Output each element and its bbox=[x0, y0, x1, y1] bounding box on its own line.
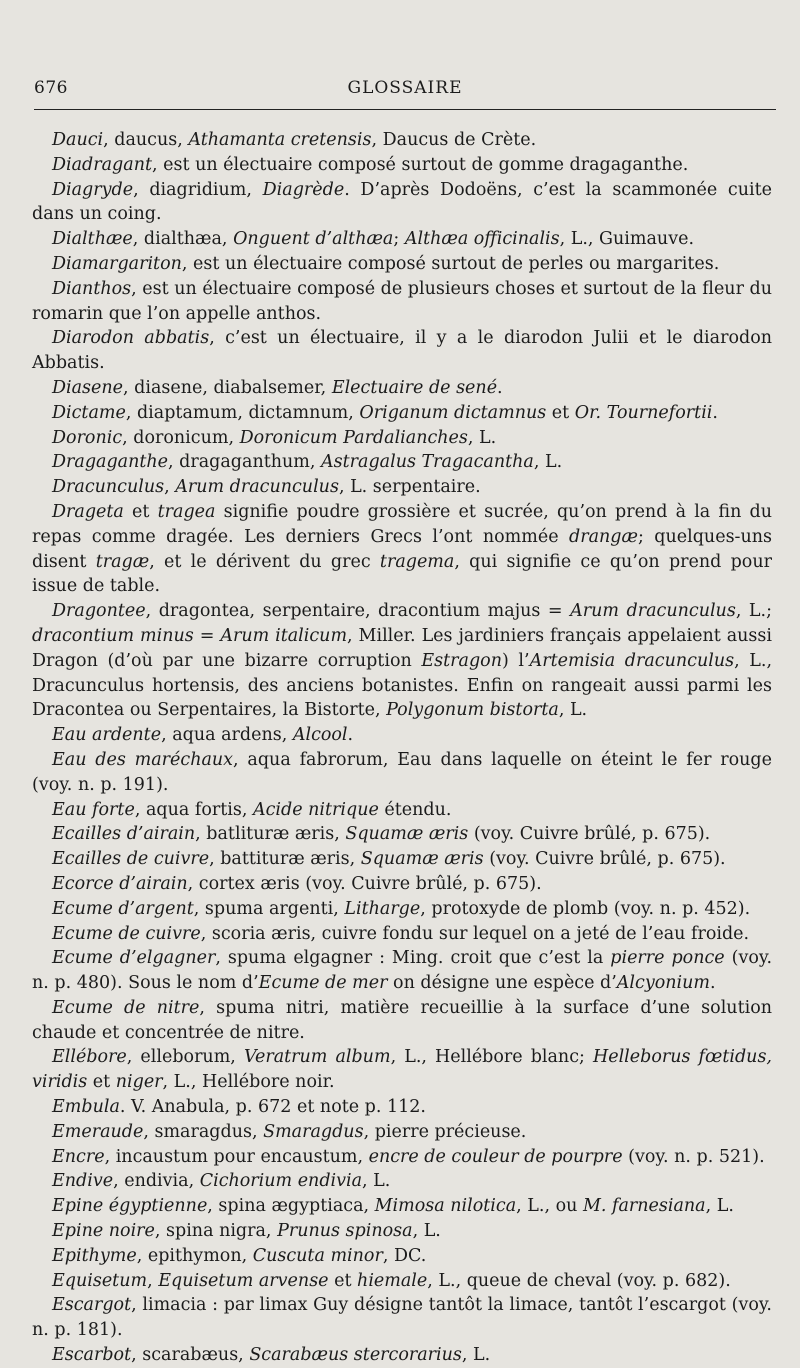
entry-text: , incaustum pour encaustum, bbox=[104, 1146, 369, 1167]
entry-term: Diasene bbox=[52, 377, 124, 398]
glossary-entry bbox=[32, 252, 772, 277]
entry-term: Ecailles de cuivre bbox=[52, 849, 210, 870]
entry-term: Dragaganthe bbox=[52, 452, 169, 473]
entry-italic-text: hiemale bbox=[357, 1270, 428, 1291]
entry-text: . bbox=[497, 377, 503, 398]
entry-text: , scarabæus, bbox=[131, 1345, 250, 1366]
glossary-entry bbox=[32, 946, 772, 996]
entry-text: , est un électuaire composé surtout de gomme dragaganthe. bbox=[152, 154, 689, 175]
entry-text: , Miller. Les jardiniers français appelaient aussi Dragon (d’où par une bizarre corruption bbox=[32, 625, 772, 671]
entry-text: , L., ou bbox=[516, 1196, 583, 1217]
entry-text: on désigne une espèce d’ bbox=[387, 973, 617, 994]
entry-italic-text: Origanum dictamnus bbox=[359, 402, 547, 423]
entry-text: , scoria æris, cuivre fondu sur lequel on a jeté de l’eau froide. bbox=[200, 923, 750, 944]
entry-text: , bbox=[147, 1270, 159, 1291]
entry-text: , smaragdus, bbox=[143, 1121, 264, 1142]
entry-italic-text: Arum italicum bbox=[220, 625, 348, 646]
entry-text: , qui signifie ce qu’on prend pour issue de table. bbox=[32, 551, 772, 597]
entry-term: Endive bbox=[52, 1171, 114, 1192]
entry-term: Ecume d’argent bbox=[52, 898, 194, 919]
entry-italic-text: drangæ bbox=[569, 526, 638, 547]
glossary-entry bbox=[32, 401, 772, 426]
entry-text: ; bbox=[393, 229, 405, 250]
entry-text: , spina ægyptiaca, bbox=[207, 1196, 375, 1217]
entry-text: , limacia : par limax Guy désigne tantôt la limace, tantôt l’escargot (voy. n. p. 181). bbox=[32, 1295, 772, 1341]
glossary-entry bbox=[32, 847, 772, 872]
entry-italic-text: Equisetum arvense bbox=[158, 1270, 329, 1291]
entry-italic-text: Cichorium endivia bbox=[199, 1171, 363, 1192]
entry-text: , pierre précieuse. bbox=[363, 1121, 527, 1142]
entry-text: (voy. Cuivre brûlé, p. 675). bbox=[468, 824, 711, 845]
glossary-entry bbox=[32, 1343, 772, 1368]
entry-term: Drageta bbox=[52, 501, 124, 522]
entry-text: . bbox=[710, 973, 716, 994]
entry-text: étendu. bbox=[378, 799, 452, 820]
glossary-entry bbox=[32, 922, 772, 947]
entry-italic-text: Athamanta cretensis bbox=[188, 130, 372, 150]
header-rule bbox=[34, 109, 776, 110]
entry-term: Dauci bbox=[52, 130, 104, 150]
glossary-entry bbox=[32, 599, 772, 723]
entry-italic-text: Helleborus fœtidus, viridis bbox=[32, 1047, 772, 1093]
entry-term: Emeraude bbox=[52, 1121, 144, 1142]
entry-text: ; quelques-uns disent bbox=[32, 526, 772, 572]
entry-text: , et le dérivent du grec bbox=[149, 551, 380, 572]
entry-text: , dialthæa, bbox=[132, 229, 234, 250]
glossary-entry bbox=[32, 1194, 772, 1219]
entry-text: , endivia, bbox=[113, 1171, 200, 1192]
entry-term: Embula bbox=[52, 1097, 120, 1118]
entry-text: , L., Hellébore blanc; bbox=[390, 1047, 593, 1068]
entry-italic-text: Alcyonium bbox=[616, 973, 710, 994]
entry-italic-text: Ecume de mer bbox=[258, 973, 388, 994]
glossary-entry bbox=[32, 1244, 772, 1269]
entry-text: . D’après Dodoëns, c’est la scammonée cuite dans un coing. bbox=[32, 179, 772, 225]
entry-text: , est un électuaire composé de plusieurs choses et surtout de la fleur du romarin que l’on appelle anthos. bbox=[32, 278, 772, 324]
entry-text: , spuma nitri, matière recueillie à la surface d’une solution chaude et concentrée de nitre. bbox=[32, 997, 773, 1043]
entry-term: Diagryde bbox=[52, 179, 134, 200]
entry-italic-text: niger bbox=[115, 1072, 163, 1093]
entry-text: , battituræ æris, bbox=[209, 849, 361, 870]
entry-text: signifie poudre grossière et sucrée, qu’on prend à la fin du repas comme dragée. Les derniers Grecs l’ont nommée bbox=[32, 501, 773, 547]
entry-text: , doronicum, bbox=[122, 427, 240, 448]
entry-italic-text: Althæa officinalis bbox=[404, 229, 560, 250]
entry-term: Ellébore bbox=[52, 1047, 127, 1068]
entry-term: Dialthæe bbox=[52, 229, 133, 250]
entry-italic-text: dracontium minus bbox=[32, 625, 194, 646]
glossary-entry bbox=[32, 376, 772, 401]
entry-italic-text: Electuaire de sené bbox=[331, 377, 498, 398]
entry-term: Dictame bbox=[52, 402, 126, 423]
entry-term: Encre bbox=[52, 1146, 105, 1167]
entry-italic-text: Onguent d’althæa bbox=[233, 229, 394, 250]
entry-text: , L. bbox=[533, 452, 563, 473]
entry-text: , L. bbox=[412, 1221, 441, 1242]
page-number: 676 bbox=[34, 78, 68, 98]
entry-term: Diadragant bbox=[52, 154, 153, 175]
entry-text: et bbox=[328, 1270, 358, 1291]
glossary-entry bbox=[32, 1169, 772, 1194]
entry-text: , spuma argenti, bbox=[193, 898, 345, 919]
entry-italic-text: Scarabæus stercorarius bbox=[249, 1345, 462, 1366]
entry-text: , L. serpentaire. bbox=[338, 477, 481, 498]
entry-text: , L., Dracunculus hortensis, des anciens botanistes. Enfin on rangeait aussi parmi les Dracontea ou Serpentaires, la Bistorte, bbox=[32, 650, 773, 721]
glossary-entry bbox=[32, 996, 772, 1046]
entry-term: Ecailles d’airain bbox=[52, 824, 196, 845]
entry-italic-text: Prunus spinosa bbox=[277, 1221, 413, 1242]
entry-term: Diamargariton bbox=[52, 253, 182, 274]
entry-text: , diasene, diabalsemer, bbox=[123, 377, 332, 398]
entry-term: Diarodon abbatis bbox=[52, 328, 210, 349]
glossary-entry bbox=[32, 178, 772, 228]
glossary-entry bbox=[32, 1269, 772, 1294]
entry-term: Epine égyptienne bbox=[52, 1196, 208, 1217]
glossary-entry bbox=[32, 277, 772, 327]
glossary-entry bbox=[32, 450, 772, 475]
entry-italic-text: Doronicum Pardalianches bbox=[239, 427, 468, 448]
entry-text: ) l’ bbox=[501, 650, 530, 671]
entry-italic-text: Mimosa nilotica bbox=[374, 1196, 517, 1217]
entry-italic-text: tragema bbox=[379, 551, 455, 572]
entry-text: , diagridium, bbox=[133, 179, 263, 200]
glossary-entry bbox=[32, 1045, 772, 1095]
entry-text: , dragaganthum, bbox=[168, 452, 322, 473]
entry-text: , bbox=[164, 477, 176, 498]
entry-text: , L., Guimauve. bbox=[559, 229, 695, 250]
glossary-entry bbox=[32, 227, 772, 252]
entry-term: Dianthos bbox=[52, 278, 132, 299]
entry-text: (voy. n. p. 521). bbox=[622, 1146, 765, 1167]
entry-italic-text: Veratrum album bbox=[243, 1047, 391, 1068]
entry-italic-text: tragæ bbox=[95, 551, 150, 572]
glossary-entry bbox=[32, 1145, 772, 1170]
entry-term: Eau ardente bbox=[52, 725, 162, 746]
page-header bbox=[34, 78, 776, 100]
entry-text: , cortex æris (voy. Cuivre brûlé, p. 675). bbox=[187, 873, 542, 894]
glossary-entry bbox=[32, 822, 772, 847]
entry-text: , L. bbox=[362, 1171, 391, 1192]
entry-text: , spina nigra, bbox=[154, 1221, 278, 1242]
entry-italic-text: Squamæ æris bbox=[360, 849, 484, 870]
entry-text: = bbox=[193, 625, 221, 646]
entry-text: , dragontea, serpentaire, dracontium majus = bbox=[145, 601, 571, 622]
entry-text: (voy. Cuivre brûlé, p. 675). bbox=[483, 849, 726, 870]
entry-term: Equisetum bbox=[52, 1270, 148, 1291]
glossary-entry bbox=[32, 500, 772, 599]
entry-text: , DC. bbox=[382, 1245, 427, 1266]
entry-text: , daucus, bbox=[103, 130, 189, 150]
entry-text: . bbox=[712, 402, 718, 423]
glossary-entry bbox=[32, 897, 772, 922]
glossary-entry bbox=[32, 872, 772, 897]
entry-text: , L., queue de cheval (voy. p. 682). bbox=[427, 1270, 731, 1291]
entry-text: . V. Anabula, p. 672 et note p. 112. bbox=[119, 1097, 426, 1118]
entry-text: , batlituræ æris, bbox=[195, 824, 346, 845]
entry-italic-text: Smaragdus bbox=[263, 1121, 364, 1142]
entry-term: Ecorce d’airain bbox=[52, 873, 188, 894]
entry-text: , L. bbox=[705, 1196, 734, 1217]
entry-italic-text: Estragon bbox=[421, 650, 502, 671]
entry-term: Eau des maréchaux bbox=[52, 749, 234, 770]
entry-term: Eau forte bbox=[52, 799, 135, 820]
entry-italic-text: Arum dracunculus bbox=[175, 477, 339, 498]
entry-term: Epine noire bbox=[52, 1221, 155, 1242]
entry-italic-text: Arum dracunculus bbox=[570, 601, 736, 622]
entry-text: , L. bbox=[461, 1345, 491, 1366]
glossary-entry bbox=[32, 1293, 772, 1343]
entry-text: , L. bbox=[467, 427, 497, 448]
entry-term: Dracunculus bbox=[52, 477, 165, 498]
entry-text: , L.; bbox=[735, 601, 772, 622]
entry-text: , aqua fortis, bbox=[134, 799, 253, 820]
entry-text: , spuma elgagner : Ming. croit que c’est la bbox=[215, 948, 611, 969]
entry-text: , L. bbox=[558, 700, 588, 721]
entry-italic-text: M. farnesiana bbox=[582, 1196, 706, 1217]
glossary-entry bbox=[32, 153, 772, 178]
entry-text: et bbox=[123, 501, 158, 522]
entry-italic-text: Artemisia dracunculus bbox=[529, 650, 735, 671]
entry-text: , aqua ardens, bbox=[161, 725, 293, 746]
entry-term: Dragontee bbox=[52, 601, 146, 622]
entry-italic-text: encre de couleur de pourpre bbox=[368, 1146, 623, 1167]
entry-text: et bbox=[546, 402, 575, 423]
glossary-entry bbox=[32, 475, 772, 500]
entry-italic-text: pierre ponce bbox=[610, 948, 725, 969]
entry-italic-text: Polygonum bistorta bbox=[386, 700, 559, 721]
glossary-entry bbox=[32, 128, 772, 153]
entry-text: (voy. n. p. 480). Sous le nom d’ bbox=[32, 948, 773, 994]
entry-italic-text: Astragalus Tragacantha bbox=[321, 452, 534, 473]
glossary-entry bbox=[32, 723, 772, 748]
entry-text: , est un électuaire composé surtout de perles ou margarites. bbox=[181, 253, 720, 274]
entry-text: et bbox=[87, 1072, 116, 1093]
entry-text: , elleborum, bbox=[126, 1047, 244, 1068]
entry-text: . bbox=[347, 725, 354, 746]
entry-italic-text: tragea bbox=[157, 501, 216, 522]
entry-italic-text: Acide nitrique bbox=[252, 799, 379, 820]
entry-italic-text: Or. Tournefortii bbox=[574, 402, 713, 423]
entry-italic-text: Squamæ æris bbox=[345, 824, 469, 845]
running-title: GLOSSAIRE bbox=[347, 78, 463, 98]
entry-italic-text: Litharge bbox=[344, 898, 421, 919]
glossary-entry bbox=[32, 326, 772, 376]
entry-term: Ecume de nitre bbox=[52, 997, 200, 1018]
glossary-entry bbox=[32, 1219, 772, 1244]
entry-italic-text: Alcool bbox=[292, 725, 348, 746]
glossary-entry bbox=[32, 426, 772, 451]
entry-term: Doronic bbox=[52, 427, 123, 448]
entry-term: Epithyme bbox=[52, 1245, 137, 1266]
entry-text: , diaptamum, dictamnum, bbox=[125, 402, 360, 423]
glossary-body bbox=[32, 128, 772, 1368]
entry-text: , protoxyde de plomb (voy. n. p. 452). bbox=[420, 898, 751, 919]
glossary-entry bbox=[32, 748, 772, 798]
entry-term: Ecume d’elgagner bbox=[52, 948, 216, 969]
entry-text: , epithymon, bbox=[136, 1245, 253, 1266]
entry-italic-text: Diagrède bbox=[262, 179, 345, 200]
entry-text: , c’est un électuaire, il y a le diarodon Julii et le diarodon Abbatis. bbox=[32, 328, 772, 374]
entry-term: Escargot bbox=[52, 1295, 132, 1316]
entry-term: Escarbot bbox=[52, 1345, 132, 1366]
entry-text: , aqua fabrorum, Eau dans laquelle on éteint le fer rouge (voy. n. p. 191). bbox=[32, 749, 772, 795]
entry-term: Ecume de cuivre bbox=[52, 923, 201, 944]
glossary-entry bbox=[32, 1095, 772, 1120]
glossary-entry bbox=[32, 1120, 772, 1145]
entry-text: , Daucus de Crète. bbox=[371, 130, 537, 150]
glossary-entry bbox=[32, 798, 772, 823]
entry-text: , L., Hellébore noir. bbox=[162, 1072, 335, 1093]
entry-italic-text: Cuscuta minor bbox=[252, 1245, 383, 1266]
